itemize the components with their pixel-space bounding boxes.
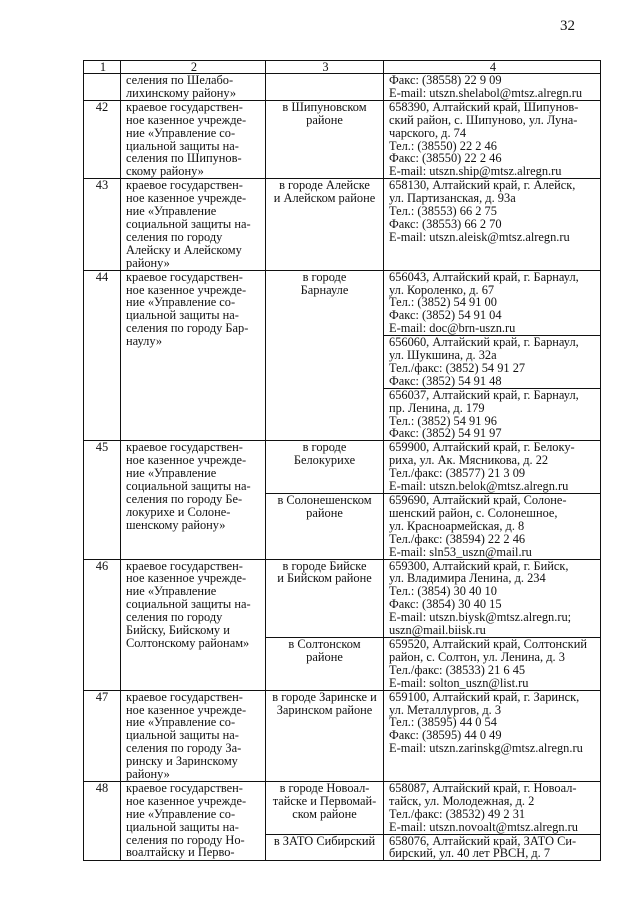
row-number-cell: 48: [84, 781, 121, 860]
address-line: 659520, Алтайский край, Солтонский: [389, 637, 587, 651]
address-line: Тел.: (3852) 54 91 96: [389, 413, 497, 428]
table-row: [84, 559, 601, 637]
area-cell: [266, 834, 384, 861]
area-line: Белокурихе: [293, 453, 356, 468]
address-line: 659100, Алтайский край, г. Заринск,: [389, 690, 580, 704]
organization-line: циальной защиты на-: [126, 728, 239, 743]
organization-cell: [121, 781, 266, 860]
table-row: [84, 690, 601, 781]
address-cell: [384, 100, 601, 178]
organization-line: ное казенное учрежде-: [126, 453, 247, 468]
address-line: E-mail: utszn.aleisk@mtsz.alregn.ru: [389, 229, 570, 244]
area-line: Заринском районе: [276, 702, 373, 717]
organization-line: локурихе и Солоне-: [126, 504, 231, 519]
organization-line: наулу»: [126, 334, 163, 349]
organization-line: циальной защиты на-: [126, 308, 239, 323]
address-cell: [384, 494, 601, 560]
area-line: ском районе: [292, 806, 357, 821]
area-cell: [266, 559, 384, 637]
address-cell: [384, 441, 601, 494]
address-cell: [384, 637, 601, 690]
address-line: uszn@mail.biisk.ru: [389, 623, 486, 638]
address-line: 658390, Алтайский край, Шипунов-: [389, 100, 579, 114]
address-line: Факс: (3852) 54 91 97: [389, 426, 502, 441]
address-line: Тел./факс: (38533) 21 6 45: [389, 662, 526, 677]
address-line: Тел./факс: (38577) 21 3 09: [389, 466, 526, 481]
area-line: в городе Новоал-: [279, 781, 370, 795]
address-line: E-mail: utszn.shelabol@mtsz.alregn.ru: [389, 85, 583, 100]
continuation-row: [84, 74, 601, 101]
address-cell: [384, 834, 601, 861]
organization-cell: [121, 441, 266, 559]
organization-line: ринску и Заринскому: [126, 754, 238, 769]
organization-cell: [121, 74, 266, 101]
organization-line: скому району»: [126, 164, 204, 179]
area-line: тайске и Первомай-: [272, 793, 377, 808]
row-number-cell: 43: [84, 179, 121, 270]
header-col-address: 4: [384, 61, 601, 74]
area-line: в Шипуновском: [282, 100, 367, 114]
organization-line: краевое государствен-: [126, 100, 243, 114]
address-cell: [384, 179, 601, 270]
organization-line: социальной защиты на-: [126, 479, 251, 494]
address-line: ул. Короленко, д. 67: [389, 282, 495, 297]
area-line: в Солонешенском: [277, 493, 372, 507]
table-body: [84, 61, 601, 861]
organization-line: краевое государствен-: [126, 270, 243, 284]
organization-line: ное казенное учрежде-: [126, 571, 247, 586]
organization-line: ное казенное учрежде-: [126, 191, 247, 206]
address-line: E-mail: utszn.zarinskg@mtsz.alregn.ru: [389, 741, 583, 756]
table-row: [84, 781, 601, 834]
organization-line: селения по городу Бе-: [126, 492, 243, 506]
header-col-area: 3: [266, 61, 384, 74]
address-line: 656037, Алтайский край, г. Барнаул,: [389, 388, 579, 402]
address-line: Факс: (3854) 30 40 15: [389, 597, 502, 612]
address-cell: [384, 270, 601, 336]
organization-cell: [121, 100, 266, 178]
address-line: 658130, Алтайский край, г. Алейск,: [389, 178, 576, 193]
organization-line: краевое государствен-: [126, 178, 243, 193]
organization-cell: [121, 559, 266, 690]
social-protection-offices-table: [83, 60, 601, 861]
address-line: ул. Шукшина, д. 32а: [389, 348, 497, 363]
organization-line: социальной защиты на-: [126, 216, 251, 231]
organization-line: району»: [126, 255, 170, 270]
row-number-cell: 47: [84, 690, 121, 781]
organization-line: краевое государствен-: [126, 440, 243, 455]
address-line: E-mail: sln53_uszn@mail.ru: [389, 544, 532, 559]
organization-cell: [121, 179, 266, 270]
address-line: E-mail: utszn.biysk@mtsz.alregn.ru;: [389, 610, 572, 625]
address-line: 658076, Алтайский край, ЗАТО Си-: [389, 834, 577, 848]
address-line: ул. Металлургов, д. 3: [389, 702, 502, 717]
row-number-cell: 44: [84, 270, 121, 441]
area-line: районе: [306, 649, 343, 664]
address-cell: [384, 690, 601, 781]
organization-line: селения по городу: [126, 229, 223, 244]
area-cell: [266, 690, 384, 781]
area-cell: [266, 637, 384, 690]
address-line: пр. Ленина, д. 179: [389, 400, 485, 415]
organization-line: ние «Управление со-: [126, 295, 236, 310]
area-line: районе: [306, 112, 343, 127]
address-line: Тел.: (38553) 66 2 75: [389, 204, 497, 219]
organization-line: циальной защиты на-: [126, 138, 239, 153]
address-line: 656043, Алтайский край, г. Барнаул,: [389, 270, 579, 284]
address-cell: [384, 559, 601, 637]
table-row: [84, 100, 601, 178]
organization-line: селения по городу За-: [126, 741, 242, 756]
organization-line: селения по городу Бар-: [126, 321, 249, 336]
address-line: 659300, Алтайский край, г. Бийск,: [389, 559, 569, 573]
table-row: [84, 270, 601, 336]
organization-line: ние «Управление со-: [126, 806, 236, 821]
row-number-cell: 42: [84, 100, 121, 178]
header-col-organization: 2: [121, 61, 266, 74]
organization-cell: [121, 690, 266, 781]
organization-line: воалтайску и Перво-: [126, 845, 235, 860]
organization-line: социальной защиты на-: [126, 597, 251, 612]
address-line: 659900, Алтайский край, г. Белоку-: [389, 440, 575, 455]
page-number: 32: [560, 18, 575, 34]
address-line: Факс: (38558) 22 9 09: [389, 73, 502, 87]
address-line: Тел.: (3852) 54 91 00: [389, 295, 497, 310]
address-line: Тел.: (38550) 22 2 46: [389, 138, 497, 153]
area-line: районе: [306, 505, 343, 520]
organization-line: Солтонскому районам»: [126, 635, 250, 650]
address-line: ул. Красноармейская, д. 8: [389, 518, 525, 533]
table-row: [84, 179, 601, 270]
address-line: Факс: (38595) 44 0 49: [389, 728, 502, 743]
organization-line: селения по Шипунов-: [126, 151, 242, 166]
header-row: [84, 61, 601, 74]
organization-line: селения по городу Но-: [126, 832, 245, 847]
address-line: Тел./факс: (38594) 22 2 46: [389, 531, 526, 546]
organization-line: краевое государствен-: [126, 559, 243, 573]
organization-line: ное казенное учрежде-: [126, 112, 247, 127]
area-line: Барнауле: [300, 282, 349, 297]
header-col-number: 1: [84, 61, 121, 74]
address-line: бирский, ул. 40 лет РВСН, д. 7: [389, 846, 551, 861]
organization-line: Алейску и Алейскому: [126, 242, 242, 257]
address-line: Факс: (3852) 54 91 04: [389, 308, 502, 323]
organization-line: краевое государствен-: [126, 690, 243, 704]
address-line: Факс: (38553) 66 2 70: [389, 216, 502, 231]
address-line: E-mail: utszn.belok@mtsz.alregn.ru: [389, 479, 569, 494]
organization-cell: [121, 270, 266, 441]
address-line: ский район, с. Шипуново, ул. Луна-: [389, 112, 578, 127]
area-line: в городе: [302, 270, 347, 284]
address-line: риха, ул. Ак. Мясникова, д. 22: [389, 453, 549, 468]
area-cell: [266, 441, 384, 494]
organization-line: селения по Шелабо-: [126, 73, 234, 87]
area-line: в городе: [302, 440, 347, 455]
area-cell: [266, 74, 384, 101]
address-cell: [384, 336, 601, 389]
area-cell: [266, 100, 384, 178]
address-line: тайск, ул. Молодежная, д. 2: [389, 793, 535, 808]
address-cell: [384, 388, 601, 441]
organization-line: ние «Управление со-: [126, 125, 236, 140]
organization-line: краевое государствен-: [126, 781, 243, 795]
area-line: и Алейском районе: [273, 191, 376, 206]
area-cell: [266, 270, 384, 441]
organization-line: циальной защиты на-: [126, 819, 239, 834]
area-line: и Бийском районе: [277, 571, 372, 586]
organization-line: району»: [126, 767, 170, 782]
address-line: Тел./факс: (3852) 54 91 27: [389, 360, 526, 375]
area-line: в городе Заринске и: [272, 690, 377, 704]
address-line: ул. Партизанская, д. 93а: [389, 191, 516, 206]
address-line: E-mail: solton_uszn@list.ru: [389, 675, 529, 690]
area-line: в Солтонском: [288, 637, 361, 651]
organization-line: ние «Управление: [126, 584, 217, 599]
address-line: Тел.: (38595) 44 0 54: [389, 715, 497, 730]
address-line: ул. Владимира Ленина, д. 234: [389, 571, 546, 586]
address-cell: [384, 781, 601, 834]
address-line: район, с. Солтон, ул. Ленина, д. 3: [389, 649, 565, 664]
row-number-cell: [84, 74, 121, 101]
address-line: Факс: (38550) 22 2 46: [389, 151, 502, 166]
address-line: E-mail: utszn.novoalt@mtsz.alregn.ru: [389, 819, 578, 834]
organization-line: Бийску, Бийскому и: [126, 623, 230, 638]
organization-line: ное казенное учрежде-: [126, 793, 247, 808]
area-line: в ЗАТО Сибирский: [273, 834, 376, 848]
row-number-cell: 46: [84, 559, 121, 690]
area-line: в городе Бийске: [282, 559, 367, 573]
address-line: 659690, Алтайский край, Солоне-: [389, 493, 567, 507]
address-line: Факс: (3852) 54 91 48: [389, 373, 502, 388]
address-line: 658087, Алтайский край, г. Новоал-: [389, 781, 577, 795]
address-cell: [384, 74, 601, 101]
address-line: 656060, Алтайский край, г. Барнаул,: [389, 335, 579, 350]
area-line: в городе Алейске: [279, 178, 370, 193]
area-cell: [266, 179, 384, 270]
row-number-cell: 45: [84, 441, 121, 559]
organization-line: ное казенное учрежде-: [126, 702, 247, 717]
address-line: шенский район, с. Солонешное,: [389, 505, 558, 520]
organization-line: шенскому району»: [126, 517, 226, 532]
address-line: Тел./факс: (38532) 49 2 31: [389, 806, 526, 821]
table-row: [84, 441, 601, 494]
address-line: E-mail: utszn.ship@mtsz.alregn.ru: [389, 164, 562, 179]
organization-line: лихинскому району»: [126, 85, 237, 100]
organization-line: ние «Управление со-: [126, 715, 236, 730]
organization-line: ние «Управление: [126, 204, 217, 219]
address-line: Тел.: (3854) 30 40 10: [389, 584, 497, 599]
address-line: чарского, д. 74: [389, 125, 467, 140]
organization-line: ное казенное учрежде-: [126, 282, 247, 297]
address-line: E-mail: doc@brn-uszn.ru: [389, 321, 516, 336]
organization-line: ние «Управление: [126, 466, 217, 481]
organization-line: селения по городу: [126, 610, 223, 625]
area-cell: [266, 494, 384, 560]
area-cell: [266, 781, 384, 834]
